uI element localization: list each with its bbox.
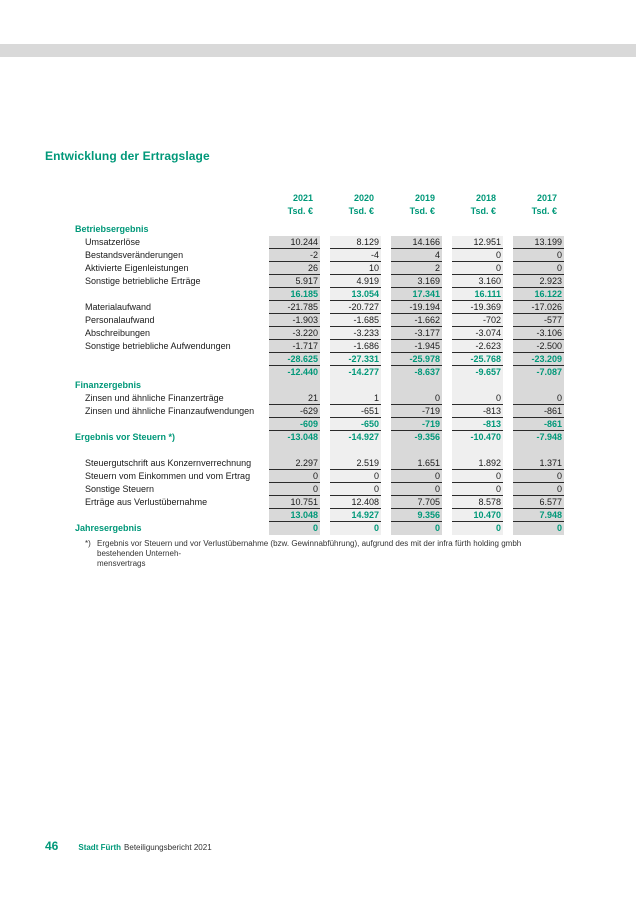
table-row: [75, 249, 563, 262]
table-row: [75, 470, 563, 483]
value-cell: -651: [330, 405, 381, 418]
value-cell: 16.122: [513, 288, 564, 301]
table-row: [75, 405, 563, 418]
table-row: [75, 496, 563, 509]
value-cell: [452, 444, 503, 457]
value-cell: -19.369: [452, 301, 503, 314]
value-cell: -3.233: [330, 327, 381, 340]
footer-brand: Stadt Fürth: [78, 843, 122, 852]
value-cell: -1.945: [391, 340, 442, 353]
value-cell: 2017: [536, 193, 557, 203]
value-cell: -25.768: [452, 353, 503, 366]
row-label: Bestandsveränderungen: [85, 250, 184, 260]
value-cell: 0: [391, 483, 442, 496]
value-cell: Tsd. €: [409, 206, 435, 216]
value-cell: 26: [269, 262, 320, 275]
value-cell: 0: [452, 392, 503, 405]
row-label: Sonstige betriebliche Aufwendungen: [85, 341, 231, 351]
row-label: Betriebsergebnis: [75, 224, 149, 234]
value-cell: -19.194: [391, 301, 442, 314]
value-cell: 21: [269, 392, 320, 405]
value-cell: -2.500: [513, 340, 564, 353]
value-cell: 0: [513, 249, 564, 262]
value-cell: [269, 223, 320, 236]
value-cell: -7.087: [513, 366, 564, 379]
value-cell: Tsd. €: [531, 206, 557, 216]
value-cell: -577: [513, 314, 564, 327]
row-label: [75, 418, 269, 431]
value-cell: -813: [452, 405, 503, 418]
row-label: Materialaufwand: [85, 302, 152, 312]
value-cell: 10.751: [269, 496, 320, 509]
value-cell: 10.470: [452, 509, 503, 522]
row-label: [75, 192, 269, 205]
value-cell: 0: [391, 470, 442, 483]
value-cell: 0: [513, 522, 564, 535]
value-cell: 2018: [475, 193, 496, 203]
table-row: [75, 444, 563, 457]
value-cell: 0: [452, 483, 503, 496]
table-row: [75, 314, 563, 327]
row-label: [75, 444, 269, 457]
table-row: [75, 366, 563, 379]
table-row: [75, 301, 563, 314]
row-label: Steuern vom Einkommen und vom Ertrag: [85, 471, 251, 481]
value-cell: -14.277: [330, 366, 381, 379]
value-cell: 0: [330, 483, 381, 496]
value-cell: -813: [452, 418, 503, 431]
value-cell: 0: [452, 262, 503, 275]
row-label: Erträge aus Verlustübernahme: [85, 497, 208, 507]
value-cell: -3.074: [452, 327, 503, 340]
value-cell: 14.166: [391, 236, 442, 249]
value-cell: 3.160: [452, 275, 503, 288]
value-cell: -4: [330, 249, 381, 262]
value-cell: 13.048: [269, 509, 320, 522]
value-cell: -1.685: [330, 314, 381, 327]
value-cell: -23.209: [513, 353, 564, 366]
value-cell: [391, 223, 442, 236]
unit-row: [75, 205, 563, 218]
value-cell: 2021: [292, 193, 313, 203]
value-cell: 1: [330, 392, 381, 405]
value-cell: 0: [269, 522, 320, 535]
value-cell: 7.948: [513, 509, 564, 522]
value-cell: 7.705: [391, 496, 442, 509]
row-label: [75, 288, 269, 301]
value-cell: [452, 379, 503, 392]
value-cell: -12.440: [269, 366, 320, 379]
value-cell: 13.199: [513, 236, 564, 249]
row-label: [75, 353, 269, 366]
value-cell: 2.297: [269, 457, 320, 470]
row-label: Sonstige Steuern: [85, 484, 155, 494]
value-cell: 2019: [414, 193, 435, 203]
row-label: Steuergutschrift aus Konzernverrechnung: [85, 458, 252, 468]
value-cell: 4.919: [330, 275, 381, 288]
value-cell: 0: [513, 392, 564, 405]
value-cell: Tsd. €: [470, 206, 496, 216]
table-row: [75, 509, 563, 522]
page-title: Entwicklung der Ertragslage: [45, 149, 210, 163]
value-cell: 0: [269, 483, 320, 496]
row-label: Zinsen und ähnliche Finanzaufwendungen: [85, 406, 255, 416]
row-label: Sonstige betriebliche Erträge: [85, 276, 201, 286]
page-number: 46: [45, 839, 59, 853]
row-label: [75, 205, 269, 218]
value-cell: [269, 379, 320, 392]
value-cell: 16.111: [452, 288, 503, 301]
row-label: Zinsen und ähnliche Finanzerträge: [85, 393, 224, 403]
value-cell: 0: [330, 522, 381, 535]
value-cell: -10.470: [452, 431, 503, 444]
column-headers-row: [75, 192, 563, 205]
value-cell: 8.129: [330, 236, 381, 249]
table-row: [75, 522, 563, 535]
value-cell: -609: [269, 418, 320, 431]
table-rows: [75, 192, 563, 535]
value-cell: [452, 223, 503, 236]
value-cell: [269, 444, 320, 457]
value-cell: 10: [330, 262, 381, 275]
footnote-line-1: Ergebnis vor Steuern und vor Verlustübernahme (bzw. Gewinnabführung), aufgrund des mit der infra fürth holding gmbh bestehenden Unterneh-: [97, 539, 522, 558]
value-cell: -1.662: [391, 314, 442, 327]
table-row: [75, 236, 563, 249]
value-cell: 1.892: [452, 457, 503, 470]
value-cell: 14.927: [330, 509, 381, 522]
table-row: [75, 275, 563, 288]
table-row: [75, 418, 563, 431]
value-cell: 16.185: [269, 288, 320, 301]
value-cell: 17.341: [391, 288, 442, 301]
value-cell: -3.177: [391, 327, 442, 340]
value-cell: 0: [391, 392, 442, 405]
value-cell: [391, 379, 442, 392]
value-cell: -2: [269, 249, 320, 262]
page-footer: [45, 839, 212, 853]
value-cell: -8.637: [391, 366, 442, 379]
value-cell: -3.106: [513, 327, 564, 340]
value-cell: 2.923: [513, 275, 564, 288]
value-cell: 0: [269, 470, 320, 483]
value-cell: [330, 444, 381, 457]
value-cell: 1.651: [391, 457, 442, 470]
value-cell: -2.623: [452, 340, 503, 353]
table-row: [75, 340, 563, 353]
value-cell: -21.785: [269, 301, 320, 314]
footnote-text: [97, 539, 565, 569]
value-cell: 2.519: [330, 457, 381, 470]
value-cell: 0: [452, 522, 503, 535]
value-cell: -1.903: [269, 314, 320, 327]
value-cell: 0: [513, 470, 564, 483]
value-cell: 0: [452, 249, 503, 262]
row-label: Ergebnis vor Steuern *): [75, 432, 176, 442]
value-cell: [330, 379, 381, 392]
value-cell: -20.727: [330, 301, 381, 314]
row-label: [75, 509, 269, 522]
value-cell: 0: [513, 262, 564, 275]
value-cell: 0: [513, 483, 564, 496]
table-row: [75, 223, 563, 236]
value-cell: [513, 379, 564, 392]
value-cell: Tsd. €: [348, 206, 374, 216]
value-cell: 9.356: [391, 509, 442, 522]
value-cell: -17.026: [513, 301, 564, 314]
value-cell: -25.978: [391, 353, 442, 366]
row-label: Jahresergebnis: [75, 523, 142, 533]
value-cell: 2020: [353, 193, 374, 203]
value-cell: -13.048: [269, 431, 320, 444]
row-label: Abschreibungen: [85, 328, 151, 338]
value-cell: 12.408: [330, 496, 381, 509]
row-label: Umsatzerlöse: [85, 237, 141, 247]
value-cell: [391, 444, 442, 457]
value-cell: 8.578: [452, 496, 503, 509]
footnote: [85, 539, 565, 569]
value-cell: Tsd. €: [287, 206, 313, 216]
value-cell: 0: [330, 470, 381, 483]
value-cell: 12.951: [452, 236, 503, 249]
table-row: [75, 288, 563, 301]
value-cell: [513, 444, 564, 457]
value-cell: 2: [391, 262, 442, 275]
earnings-table: [75, 192, 563, 535]
value-cell: -629: [269, 405, 320, 418]
value-cell: [330, 223, 381, 236]
value-cell: -719: [391, 418, 442, 431]
footnote-marker: *): [85, 539, 91, 548]
value-cell: 10.244: [269, 236, 320, 249]
value-cell: -7.948: [513, 431, 564, 444]
value-cell: -1.686: [330, 340, 381, 353]
value-cell: -14.927: [330, 431, 381, 444]
value-cell: -861: [513, 405, 564, 418]
value-cell: -3.220: [269, 327, 320, 340]
footer-report-title: Beteiligungsbericht 2021: [124, 843, 212, 852]
value-cell: 13.054: [330, 288, 381, 301]
footnote-line-2: mensvertrags: [97, 559, 146, 568]
value-cell: -650: [330, 418, 381, 431]
table-row: [75, 327, 563, 340]
table-row: [75, 353, 563, 366]
row-label: Finanzergebnis: [75, 380, 142, 390]
value-cell: 6.577: [513, 496, 564, 509]
table-row: [75, 262, 563, 275]
value-cell: 4: [391, 249, 442, 262]
top-rule-bar: [0, 44, 636, 57]
value-cell: 0: [391, 522, 442, 535]
table-row: [75, 483, 563, 496]
value-cell: -1.717: [269, 340, 320, 353]
row-label: Aktivierte Eigenleistungen: [85, 263, 189, 273]
value-cell: -719: [391, 405, 442, 418]
value-cell: 1.371: [513, 457, 564, 470]
value-cell: -28.625: [269, 353, 320, 366]
value-cell: [513, 223, 564, 236]
value-cell: 3.169: [391, 275, 442, 288]
table-row: [75, 457, 563, 470]
row-label: Personalaufwand: [85, 315, 155, 325]
value-cell: 0: [452, 470, 503, 483]
value-cell: -9.657: [452, 366, 503, 379]
value-cell: -9.356: [391, 431, 442, 444]
value-cell: -27.331: [330, 353, 381, 366]
table-row: [75, 379, 563, 392]
value-cell: -702: [452, 314, 503, 327]
value-cell: -861: [513, 418, 564, 431]
table-row: [75, 392, 563, 405]
value-cell: 5.917: [269, 275, 320, 288]
table-row: [75, 431, 563, 444]
row-label: [75, 366, 269, 379]
